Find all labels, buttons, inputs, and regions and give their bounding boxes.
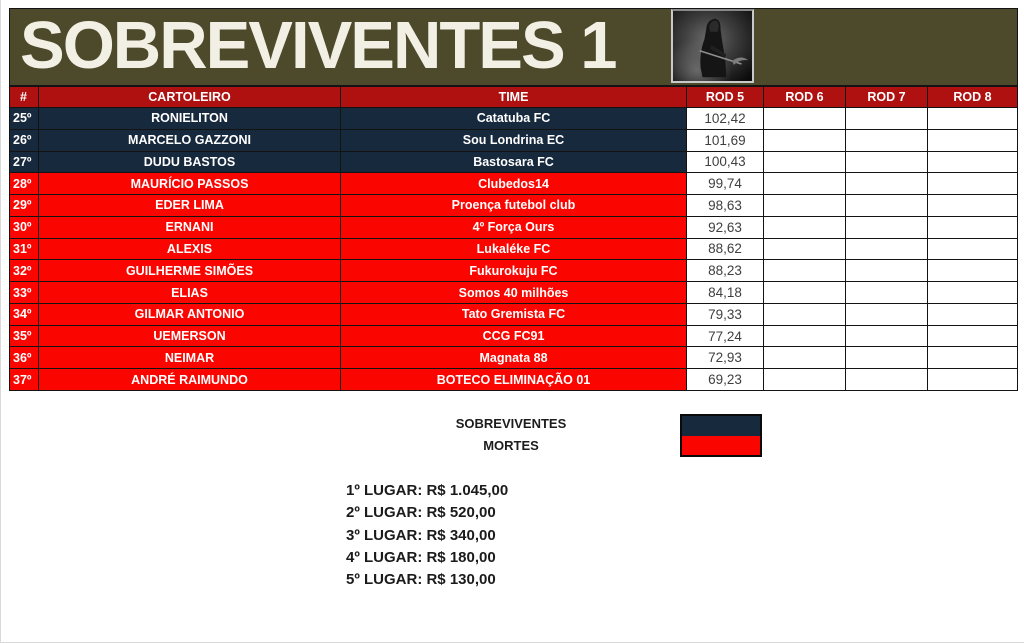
position-cell[interactable]: 25º bbox=[9, 108, 39, 130]
rod5-cell[interactable]: 88,23 bbox=[687, 260, 764, 282]
cartoleiro-cell[interactable]: RONIELITON bbox=[39, 108, 341, 130]
cartoleiro-cell[interactable]: MARCELO GAZZONI bbox=[39, 130, 341, 152]
time-cell[interactable]: Sou Londrina EC bbox=[341, 130, 687, 152]
rod6-cell[interactable] bbox=[764, 130, 846, 152]
rod7-cell[interactable] bbox=[846, 347, 928, 369]
page-title: SOBREVIVENTES 1 bbox=[20, 8, 616, 83]
rod6-cell[interactable] bbox=[764, 152, 846, 174]
cartoleiro-cell[interactable]: UEMERSON bbox=[39, 326, 341, 348]
title-banner bbox=[9, 8, 1018, 86]
prize-line-1: 1º LUGAR: R$ 1.045,00 bbox=[346, 482, 509, 499]
position-cell[interactable]: 34º bbox=[9, 304, 39, 326]
position-cell[interactable]: 32º bbox=[9, 260, 39, 282]
rod8-cell[interactable] bbox=[928, 239, 1018, 261]
cartoleiro-cell[interactable]: MAURÍCIO PASSOS bbox=[39, 173, 341, 195]
position-cell[interactable]: 36º bbox=[9, 347, 39, 369]
rod8-cell[interactable] bbox=[928, 173, 1018, 195]
prize-line-3: 3º LUGAR: R$ 340,00 bbox=[346, 526, 496, 544]
position-cell[interactable]: 35º bbox=[9, 326, 39, 348]
legend-color-swatch bbox=[680, 414, 762, 457]
time-cell[interactable]: Magnata 88 bbox=[341, 347, 687, 369]
rod5-cell[interactable]: 88,62 bbox=[687, 239, 764, 261]
rod8-cell[interactable] bbox=[928, 152, 1018, 174]
prize-list bbox=[346, 480, 508, 591]
rod6-cell[interactable] bbox=[764, 282, 846, 304]
rod6-cell[interactable] bbox=[764, 326, 846, 348]
cartoleiro-cell[interactable]: EDER LIMA bbox=[39, 195, 341, 217]
rod8-cell[interactable] bbox=[928, 369, 1018, 391]
prize-line-4: 4º LUGAR: R$ 180,00 bbox=[346, 548, 496, 566]
rod8-cell[interactable] bbox=[928, 217, 1018, 239]
rod8-cell[interactable] bbox=[928, 260, 1018, 282]
header-position[interactable]: # bbox=[9, 86, 39, 108]
table-row bbox=[9, 347, 1018, 369]
rod6-cell[interactable] bbox=[764, 304, 846, 326]
table-row bbox=[9, 173, 1018, 195]
rod5-cell[interactable]: 98,63 bbox=[687, 195, 764, 217]
position-cell[interactable]: 37º bbox=[9, 369, 39, 391]
rod8-cell[interactable] bbox=[928, 347, 1018, 369]
time-cell[interactable]: Proença futebol club bbox=[341, 195, 687, 217]
rod6-cell[interactable] bbox=[764, 369, 846, 391]
rod7-cell[interactable] bbox=[846, 282, 928, 304]
header-rod5[interactable]: ROD 5 bbox=[687, 86, 764, 108]
rod6-cell[interactable] bbox=[764, 173, 846, 195]
legend-swatch-mortes bbox=[682, 436, 760, 456]
rod8-cell[interactable] bbox=[928, 304, 1018, 326]
rod7-cell[interactable] bbox=[846, 130, 928, 152]
rod6-cell[interactable] bbox=[764, 239, 846, 261]
rod5-cell[interactable]: 92,63 bbox=[687, 217, 764, 239]
rod7-cell[interactable] bbox=[846, 152, 928, 174]
prize-line-2: 2º LUGAR: R$ 520,00 bbox=[346, 504, 496, 522]
position-cell[interactable]: 26º bbox=[9, 130, 39, 152]
legend-swatch-sobreviventes bbox=[682, 416, 760, 436]
prize-line-5: 5º LUGAR: R$ 130,00 bbox=[346, 571, 496, 589]
time-cell[interactable]: Tato Gremista FC bbox=[341, 304, 687, 326]
table-row bbox=[9, 369, 1018, 391]
position-cell[interactable]: 33º bbox=[9, 282, 39, 304]
table-row bbox=[9, 304, 1018, 326]
time-cell[interactable]: Somos 40 milhões bbox=[341, 282, 687, 304]
position-cell[interactable]: 27º bbox=[9, 152, 39, 174]
header-rod6[interactable]: ROD 6 bbox=[764, 86, 846, 108]
cartoleiro-cell[interactable]: GUILHERME SIMÕES bbox=[39, 260, 341, 282]
rod8-cell[interactable] bbox=[928, 326, 1018, 348]
time-cell[interactable]: Catatuba FC bbox=[341, 108, 687, 130]
rod8-cell[interactable] bbox=[928, 108, 1018, 130]
position-cell[interactable]: 29º bbox=[9, 195, 39, 217]
table-row bbox=[9, 260, 1018, 282]
rod5-cell[interactable]: 77,24 bbox=[687, 326, 764, 348]
rod7-cell[interactable] bbox=[846, 239, 928, 261]
rod5-cell[interactable]: 72,93 bbox=[687, 347, 764, 369]
position-cell[interactable]: 31º bbox=[9, 239, 39, 261]
cartoleiro-cell[interactable]: ELIAS bbox=[39, 282, 341, 304]
table-row bbox=[9, 282, 1018, 304]
rod8-cell[interactable] bbox=[928, 195, 1018, 217]
rod6-cell[interactable] bbox=[764, 195, 846, 217]
table-header-row bbox=[9, 86, 1018, 108]
rod5-cell[interactable]: 69,23 bbox=[687, 369, 764, 391]
time-cell[interactable]: CCG FC91 bbox=[341, 326, 687, 348]
legend-labels bbox=[381, 413, 641, 456]
cartoleiro-cell[interactable]: ALEXIS bbox=[39, 239, 341, 261]
rod8-cell[interactable] bbox=[928, 130, 1018, 152]
rod7-cell[interactable] bbox=[846, 173, 928, 195]
rod7-cell[interactable] bbox=[846, 304, 928, 326]
rod5-cell[interactable]: 99,74 bbox=[687, 173, 764, 195]
time-cell[interactable]: Clubedos14 bbox=[341, 173, 687, 195]
rod6-cell[interactable] bbox=[764, 217, 846, 239]
rod7-cell[interactable] bbox=[846, 108, 928, 130]
time-cell[interactable]: Fukurokuju FC bbox=[341, 260, 687, 282]
rod7-cell[interactable] bbox=[846, 326, 928, 348]
table-row bbox=[9, 239, 1018, 261]
time-cell[interactable]: 4º Força Ours bbox=[341, 217, 687, 239]
cartoleiro-cell[interactable]: DUDU BASTOS bbox=[39, 152, 341, 174]
rod6-cell[interactable] bbox=[764, 347, 846, 369]
rod7-cell[interactable] bbox=[846, 260, 928, 282]
header-cartoleiro[interactable]: CARTOLEIRO bbox=[39, 86, 341, 108]
time-cell[interactable]: Lukaléke FC bbox=[341, 239, 687, 261]
rod6-cell[interactable] bbox=[764, 108, 846, 130]
rod8-cell[interactable] bbox=[928, 282, 1018, 304]
table-row bbox=[9, 195, 1018, 217]
legend-label-mortes: MORTES bbox=[483, 437, 539, 453]
time-cell[interactable]: Bastosara FC bbox=[341, 152, 687, 174]
rod5-cell[interactable]: 84,18 bbox=[687, 282, 764, 304]
rod5-cell[interactable]: 79,33 bbox=[687, 304, 764, 326]
legend-label-sobreviventes: SOBREVIVENTES bbox=[455, 416, 567, 431]
cartoleiro-cell[interactable]: GILMAR ANTONIO bbox=[39, 304, 341, 326]
rod5-cell[interactable]: 100,43 bbox=[687, 152, 764, 174]
time-cell[interactable]: BOTECO ELIMINAÇÃO 01 bbox=[341, 369, 687, 391]
rod7-cell[interactable] bbox=[846, 217, 928, 239]
grim-reaper-icon bbox=[673, 11, 752, 81]
table-row bbox=[9, 326, 1018, 348]
header-rod8[interactable]: ROD 8 bbox=[928, 86, 1018, 108]
header-rod7[interactable]: ROD 7 bbox=[846, 86, 928, 108]
header-time[interactable]: TIME bbox=[341, 86, 687, 108]
rod7-cell[interactable] bbox=[846, 369, 928, 391]
table-row bbox=[9, 152, 1018, 174]
cartoleiro-cell[interactable]: ERNANI bbox=[39, 217, 341, 239]
rod5-cell[interactable]: 101,69 bbox=[687, 130, 764, 152]
rod7-cell[interactable] bbox=[846, 195, 928, 217]
rod5-cell[interactable]: 102,42 bbox=[687, 108, 764, 130]
league-sheet bbox=[9, 8, 1018, 391]
table-row bbox=[9, 217, 1018, 239]
rod6-cell[interactable] bbox=[764, 260, 846, 282]
table-row bbox=[9, 130, 1018, 152]
cartoleiro-cell[interactable]: ANDRÉ RAIMUNDO bbox=[39, 369, 341, 391]
table-row bbox=[9, 108, 1018, 130]
grim-reaper-image bbox=[671, 9, 754, 83]
position-cell[interactable]: 30º bbox=[9, 217, 39, 239]
position-cell[interactable]: 28º bbox=[9, 173, 39, 195]
cartoleiro-cell[interactable]: NEIMAR bbox=[39, 347, 341, 369]
